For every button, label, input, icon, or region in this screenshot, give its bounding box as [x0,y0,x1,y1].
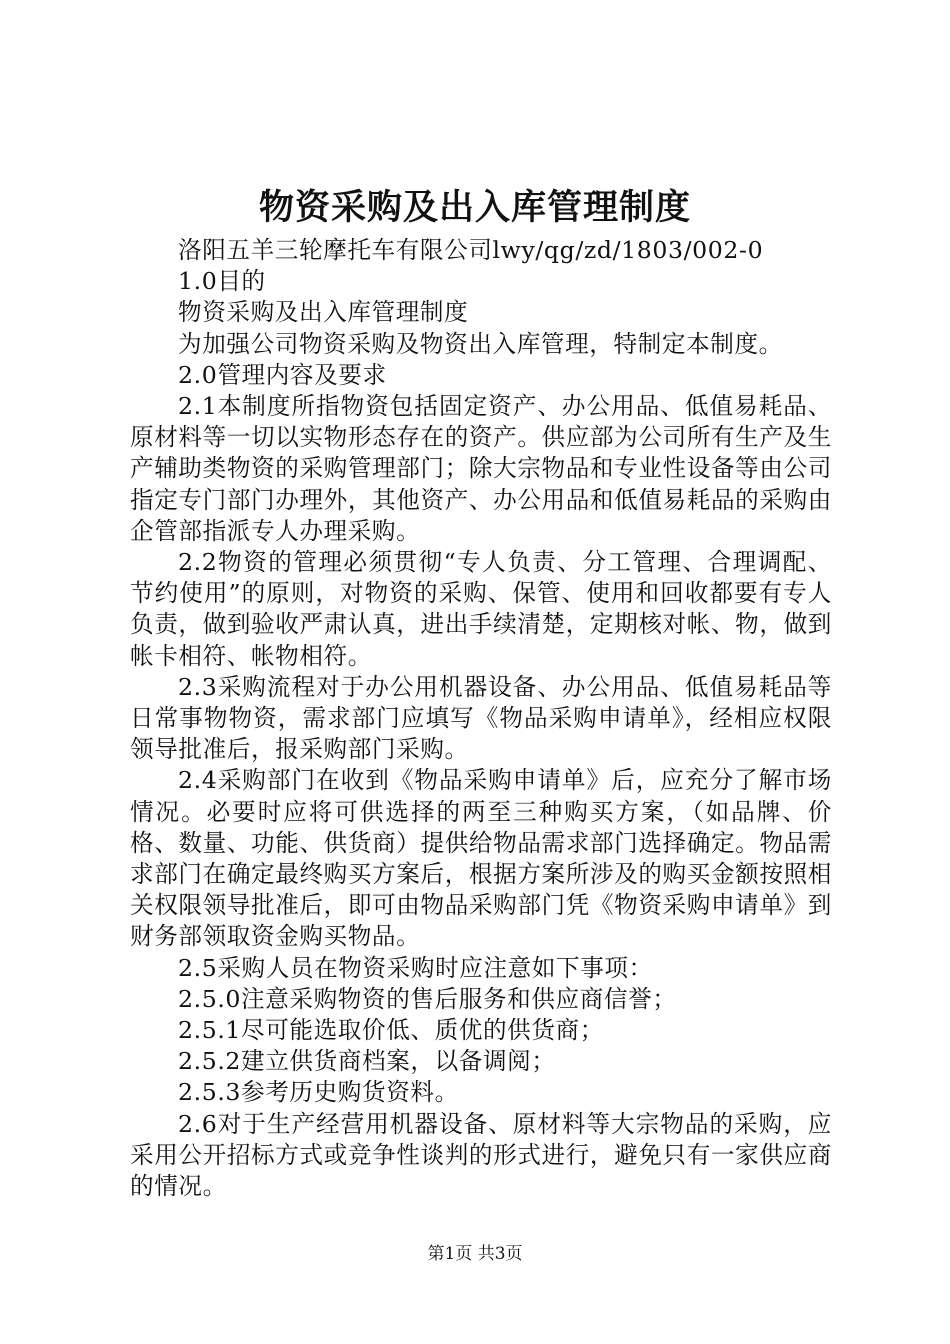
item-2-5-3: 2.5.3参考历史购货资料。 [178,1078,459,1107]
subtitle: 物资采购及出入库管理制度 [178,298,469,327]
document-body [130,235,832,1202]
purpose-paragraph: 为加强公司物资采购及物资出入库管理，特制定本制度。 [178,329,783,358]
item-2-5-2: 2.5.2建立供货商档案，以备调阅； [178,1047,556,1076]
page-footer: 第1页 共3页 [427,1244,523,1264]
item-2-5-0: 2.5.0注意采购物资的售后服务和供应商信誉； [178,984,677,1013]
paragraph-2-3: 2.3采购流程对于办公用机器设备、办公用品、低值易耗品等日常事物物资，需求部门应填写《物品采购申请单》，经相应权限领导批准后，报采购部门采购。 [130,672,832,764]
paragraph-2-2: 2.2物资的管理必须贯彻“专人负责、分工管理、合理调配、节约使用”的原则，对物资的采购、保管、使用和回收都要有专人负责，做到验收严肃认真，进出手续清楚，定期核对帐、物，做到帐卡相符、帐物相符。 [130,548,832,670]
document-title: 物资采购及出入库管理制度 [258,187,691,228]
paragraph-2-4: 2.4采购部门在收到《物品采购申请单》后，应充分了解市场情况。必要时应将可供选择的两至三种购买方案，（如品牌、价格、数量、功能、供货商）提供给物品需求部门选择确定。物品需求部门在确定最终购买方案后，根据方案所涉及的购买金额按照相关权限领导批准后，即可由物品采购部门凭《物资采购申请单》到财务部领取资金购买物品。 [130,766,832,951]
section-heading-management: 2.0管理内容及要求 [178,360,387,389]
item-2-5-1: 2.5.1尽可能选取价低、质优的供货商； [178,1016,604,1045]
paragraph-2-5: 2.5采购人员在物资采购时应注意如下事项： [178,953,653,982]
section-heading-purpose: 1.0目的 [178,267,266,296]
company-line: 洛阳五羊三轮摩托车有限公司lwy/qg/zd/1803/002-0 [178,236,764,264]
paragraph-2-1: 2.1本制度所指物资包括固定资产、办公用品、低值易耗品、原材料等一切以实物形态存在的资产。供应部为公司所有生产及生产辅助类物资的采购管理部门；除大宗物品和专业性设备等由公司指定专门部门办理外，其他资产、办公用品和低值易耗品的采购由企管部指派专人办理采购。 [130,392,832,545]
paragraph-2-6: 2.6对于生产经营用机器设备、原材料等大宗物品的采购，应采用公开招标方式或竞争性谈判的形式进行，避免只有一家供应商的情况。 [130,1109,832,1201]
